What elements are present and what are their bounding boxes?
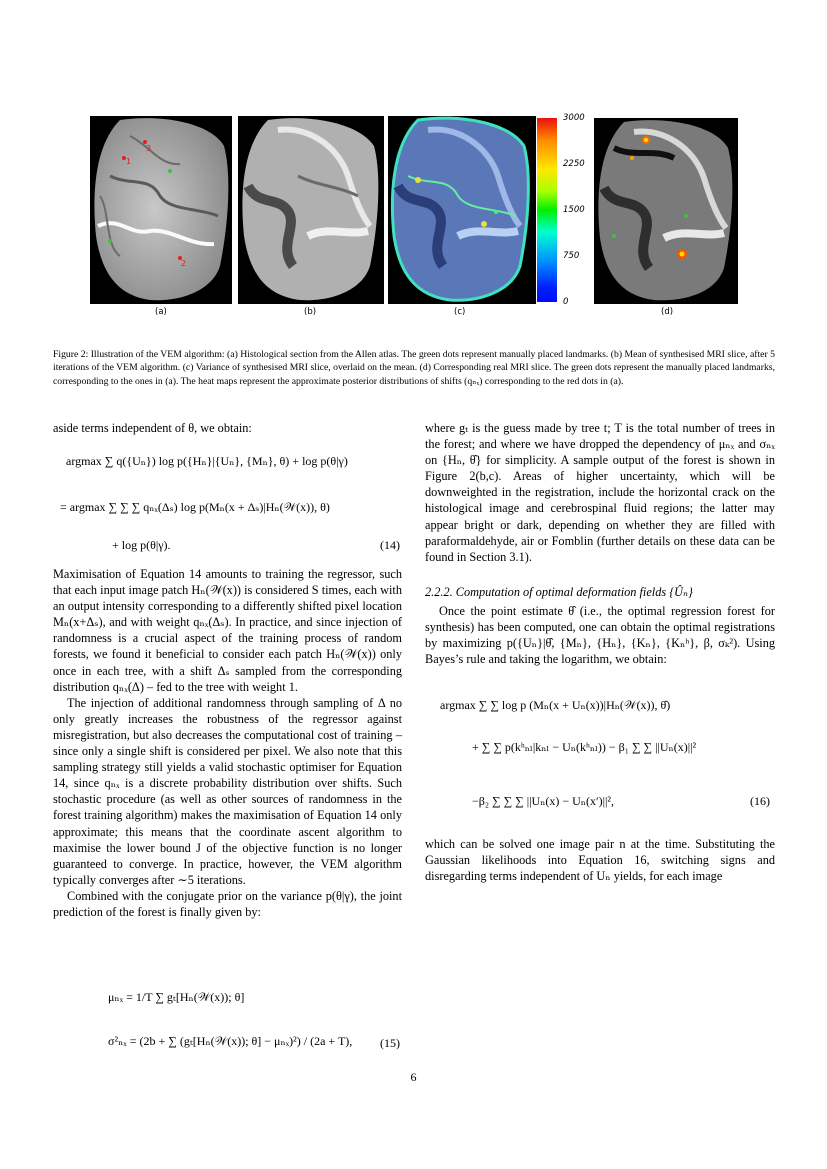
panel-label-a: (a) bbox=[155, 307, 167, 317]
panel-d-real-mri bbox=[594, 118, 738, 304]
eq16-number: (16) bbox=[750, 794, 770, 808]
left-paragraph-1: Maximisation of Equation 14 amounts to training the regressor, such that each input image patch Hₙ(𝒲(x)) is considered S times, each with an output intensity corresponding to a differently shifted pixel location Mₙ(x+Δₛ), and with weight qₙₓ(Δₛ). In practice, and since injection of randomness is a crucial aspect of the training process of random forests, we found it beneficial to consider each patch Hₙ(𝒲(x)) only once in each tree, with a shift Δₛ sampled from the corresponding distribution qₙₓ(Δ) – fed to the tree with weight 1. bbox=[53, 567, 402, 694]
eq14-number: (14) bbox=[380, 538, 400, 552]
eq14-line3: + log p(θ|γ). bbox=[112, 538, 171, 552]
landmark-label-3: 3 bbox=[146, 144, 152, 153]
eq15-line2: σ²ₙₓ = (2b + ∑ (gₜ[Hₙ(𝒲(x)); θ] − μₙₓ)²) / (2a + T), bbox=[108, 1034, 353, 1048]
right-paragraph-1: where gₜ is the guess made by tree t; T is the total number of trees in the forest; and where we have dropped the dependency of μₙₓ and σₙₓ on {Hₙ, θ̂} for simplicity. A sample output of the forest is shown in Figure 2(b,c). Areas of higher uncertainty, which will be downweighted in the registration, include the horizontal crack on the histological image and cerebrospinal fluid regions; the latter may appear bright or dark, depending on whether they are filled with paraformaldehyde, air or Fomblin (further details on these data can be found in Section 3.1). bbox=[425, 421, 775, 564]
page-number: 6 bbox=[410, 1070, 417, 1084]
eq15-line1: μₙₓ = 1/T ∑ gₜ[Hₙ(𝒲(x)); θ] bbox=[108, 990, 245, 1004]
figure-caption: Figure 2: Illustration of the VEM algorithm: (a) Histological section from the Allen atlas. The green dots represent manually placed landmarks. (b) Mean of synthesised MRI slice, after 5 iterations of the VEM algorithm. (c) Variance of synthesised MRI slice, overlaid on the mean. (d) Corresponding real MRI slice. The green dots represent the manually placed landmarks, corresponding to the ones in (a). The heat maps represent the approximate posterior distributions of shifts (qₙₓ) corresponding to the red dots in (a). bbox=[53, 349, 775, 387]
panel-c-synth-variance bbox=[388, 116, 536, 304]
colorbar-tick-0: 0 bbox=[563, 297, 569, 307]
eq16-line3: −β₂ ∑ ∑ ∑ ||Uₙ(x) − Uₙ(x′)||², bbox=[472, 794, 615, 808]
left-paragraph-3: Combined with the conjugate prior on the variance p(θ|γ), the joint prediction of the forest is finally given by: bbox=[53, 888, 402, 919]
right-paragraph-3: which can be solved one image pair n at the time. Substituting the Gaussian likelihoods into Equation 16, switching signs and disregarding terms independent of Uₙ yields, for each image bbox=[425, 837, 775, 884]
eq16-line1: argmax ∑ ∑ log p (Mₙ(x + Uₙ(x))|Hₙ(𝒲(x)), θ̂) bbox=[440, 698, 671, 712]
landmark-label-1: 1 bbox=[126, 157, 132, 166]
right-paragraph-2: Once the point estimate θ̂ (i.e., the optimal regression forest for synthesis) has been computed, one can obtain the optimal registrations by maximizing p({Uₙ}|θ̂, {Mₙ}, {Hₙ}, {Kₙ}, {Kₙʰ}, β, σₖ²). Using Bayes’s rule and taking the logarithm, we obtain: bbox=[425, 604, 775, 667]
panel-label-d: (d) bbox=[661, 307, 674, 317]
eq15-number: (15) bbox=[380, 1036, 400, 1050]
panel-label-c: (c) bbox=[454, 307, 466, 317]
colorbar bbox=[537, 118, 557, 302]
panel-b-synth-mean bbox=[238, 116, 384, 304]
left-intro: aside terms independent of θ, we obtain: bbox=[53, 421, 252, 435]
eq14-line2: = argmax ∑ ∑ ∑ qₙₓ(Δₛ) log p(Mₙ(x + Δₛ)|Hₙ(𝒲(x)), θ) bbox=[60, 500, 330, 514]
colorbar-tick-2250: 2250 bbox=[563, 159, 585, 169]
section-heading-2-2-2: 2.2.2. Computation of optimal deformation fields {Ûₙ} bbox=[425, 585, 693, 599]
eq16-line2: + ∑ ∑ p(kʰₙₗ|kₙₗ − Uₙ(kʰₙₗ)) − β₁ ∑ ∑ ||Uₙ(x)||² bbox=[472, 740, 697, 754]
left-body bbox=[53, 566, 402, 920]
colorbar-tick-1500: 1500 bbox=[563, 205, 585, 215]
left-paragraph-2: The injection of additional randomness through sampling of Δ no only greatly increases the robustness of the regressor against misregistration, but also decreases the computational cost of training – since only a single shift is considered per pixel. We also note that this sampling strategy still yields a valid stochastic optimiser for Equation 14, since qₙₓ is a discrete probability distribution over shifts. Such stochastic procedure (as well as other sources of randomness in the forest training algorithm) makes the maximisation of Equation 14 only approximate; this means that the coordinate ascent algorithm to maximise the lower bound J of the objective function is no longer guaranteed to converge. In practice, however, the VEM algorithm typically converges after ∼5 iterations. bbox=[53, 695, 402, 887]
colorbar-tick-3000: 3000 bbox=[563, 113, 585, 123]
eq14-line1: argmax ∑ q({Uₙ}) log p({Hₙ}|{Uₙ}, {Mₙ}, θ) + log p(θ|γ) bbox=[66, 454, 348, 468]
figure-2 bbox=[88, 108, 740, 320]
panel-label-b: (b) bbox=[304, 307, 317, 317]
colorbar-tick-750: 750 bbox=[563, 251, 580, 261]
panel-a-histology bbox=[90, 116, 232, 304]
landmark-label-2: 2 bbox=[181, 259, 187, 268]
